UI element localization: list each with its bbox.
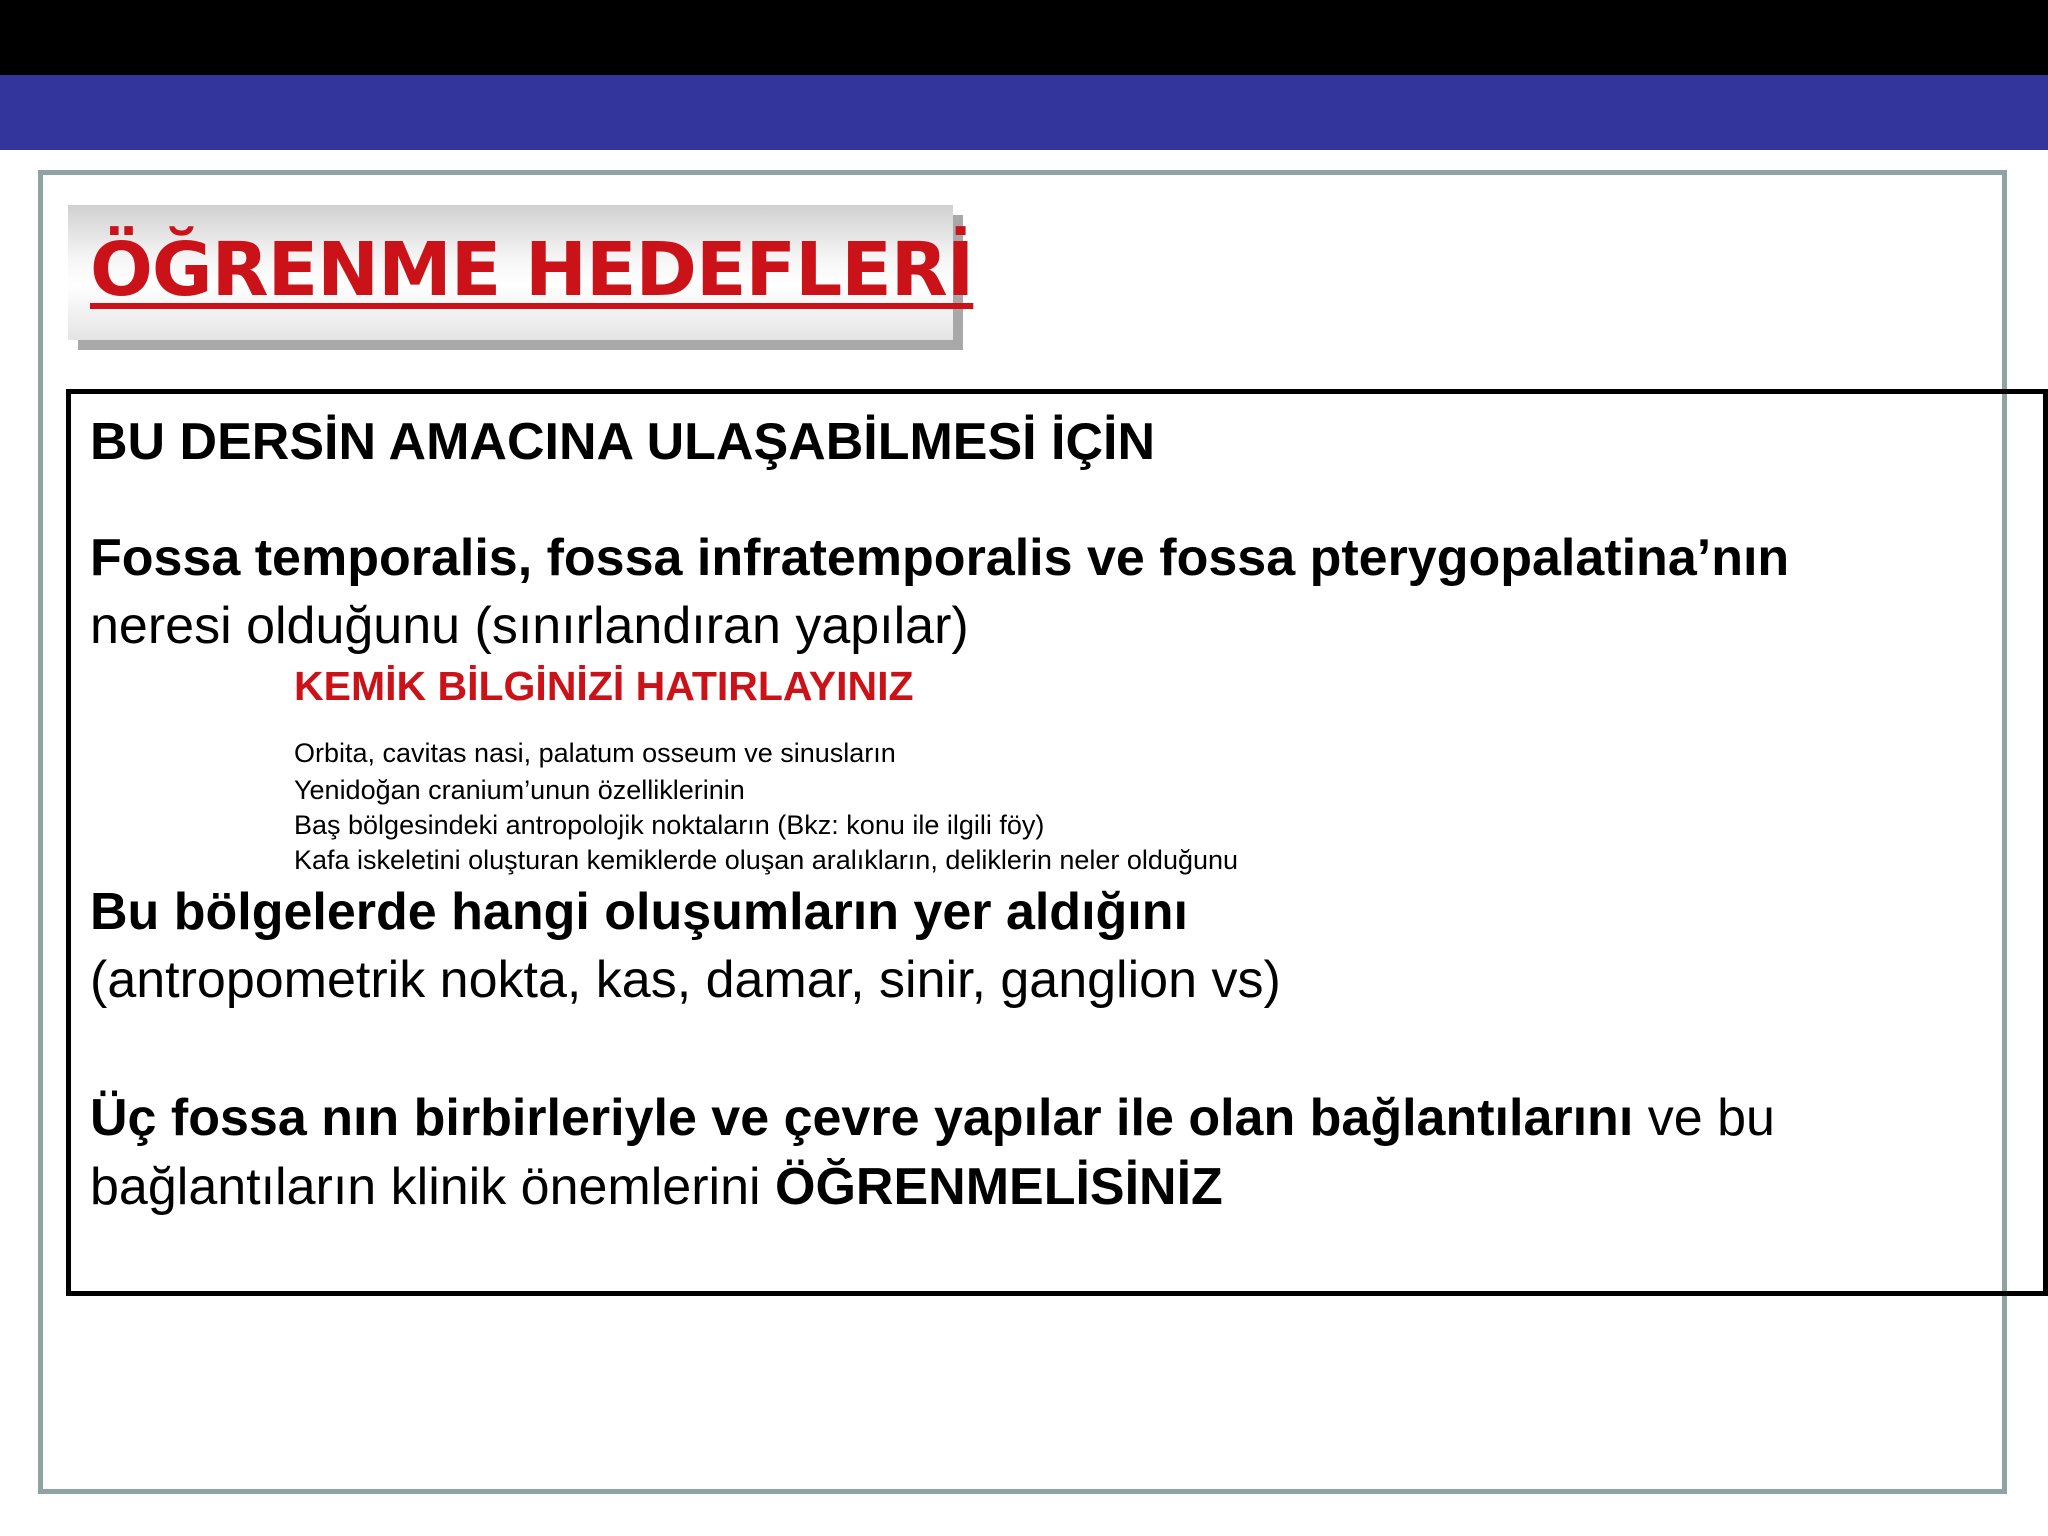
objective-3-line-1: [90, 1088, 1775, 1148]
objective-3-line-2-normal: bağlantıların klinik önemlerini: [90, 1158, 776, 1216]
top-black-bar: [0, 0, 2048, 75]
section-heading: BU DERSİN AMACINA ULAŞABİLMESİ İÇİN: [90, 413, 1156, 471]
objective-1-normal: neresi olduğunu (sınırlandıran yapılar): [90, 597, 969, 655]
objective-3-line-1-normal: ve bu: [1633, 1089, 1775, 1147]
objective-2-bold: Bu bölgelerde hangi oluşumların yer aldığını: [90, 883, 1188, 941]
objective-2-normal: (antropometrik nokta, kas, damar, sinir, ganglion vs): [90, 951, 1281, 1009]
header-band: [0, 75, 2048, 150]
reminder-item: Baş bölgesindeki antropolojik noktaların (Bkz: konu ile ilgili föy): [294, 810, 1045, 840]
reminder-item: Kafa iskeletini oluşturan kemiklerde oluşan aralıkların, deliklerin neler olduğunu: [294, 845, 1239, 875]
objective-3-line-1-bold: Üç fossa nın birbirleriyle ve çevre yapılar ile olan bağlantılarını: [90, 1089, 1634, 1147]
objective-3-line-2-bold: ÖĞRENMELİSİNİZ: [775, 1158, 1223, 1216]
slide-title: ÖĞRENME HEDEFLERİ: [90, 227, 974, 313]
objective-3-line-2: [90, 1157, 1223, 1217]
reminder-item: Orbita, cavitas nasi, palatum osseum ve sinusların: [294, 738, 896, 768]
reminder-item: Yenidoğan cranium’unun özelliklerinin: [294, 775, 745, 805]
reminder-title: KEMİK BİLGİNİZİ HATIRLAYINIZ: [294, 663, 914, 709]
title-box: [68, 205, 974, 340]
objective-1-bold: Fossa temporalis, fossa infratemporalis ve fossa pterygopalatina’nın: [90, 529, 1790, 587]
